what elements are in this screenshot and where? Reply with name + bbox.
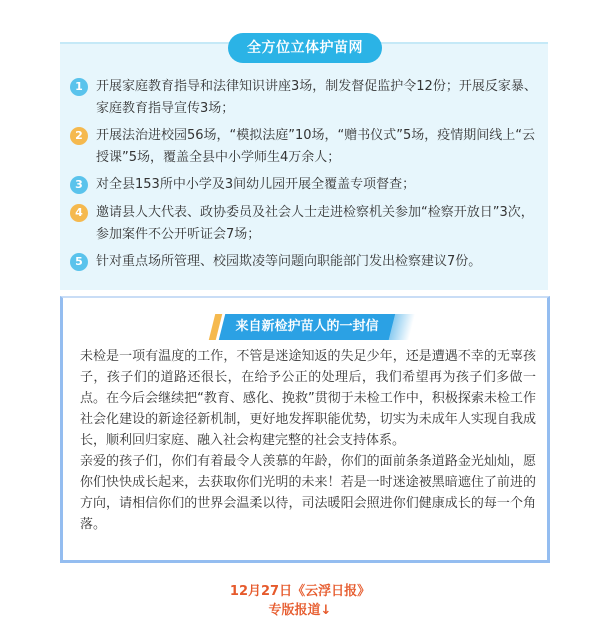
- list-item-text: 邀请县人大代表、政协委员及社会人士走进检察机关参加“检察开放日”3次，参加案件不公开听证会7场；: [96, 205, 534, 242]
- letter-body: [80, 346, 536, 535]
- letter-paragraph: 未检是一项有温度的工作，不管是迷途知返的失足少年，还是遭遇不幸的无辜孩子，孩子们的道路还很长，在给予公正的处理后，我们希望再为孩子们多做一点。在今后会继续把“教育、感化、挽救”贯彻于未检工作中，积极探索未检工作社会化建设的新途径新机制，更好地发挥职能优势，切实为未成年人实现自我成长，顺利回归家庭、融入社会构建完整的社会支持体系。: [80, 349, 536, 448]
- number-badge: 3: [70, 176, 88, 194]
- section-title-pill: 全方位立体护苗网: [228, 33, 382, 63]
- newspaper-date-line: 12月27日《云浮日报》: [229, 584, 371, 599]
- number-badge: 5: [70, 253, 88, 271]
- list-item-text: 开展法治进校园56场，“模拟法庭”10场，“赠书仪式”5场，疫情期间线上“云授课”5场，覆盖全县中小学师生4万余人；: [96, 128, 536, 165]
- number-badge: 2: [70, 127, 88, 145]
- list-item-text: 开展家庭教育指导和法律知识讲座3场，制发督促监护令12份；开展反家暴、家庭教育指导宣传3场；: [96, 79, 537, 116]
- number-badge: 4: [70, 204, 88, 222]
- letter-paragraph: 亲爱的孩子们，你们有着最令人羡慕的年龄，你们的面前条条道路金光灿灿，愿你们快快成长起来，去获取你们光明的未来！若是一时迷途被黑暗遮住了前进的方向，请相信你们的世界会温柔以待，司法暖阳会照进你们健康成长的每一个角落。: [80, 454, 536, 532]
- letter-title-banner: [222, 314, 392, 340]
- letter-title: 来自新检护苗人的一封信: [235, 319, 379, 334]
- newspaper-credit: [0, 582, 600, 620]
- list-item-text: 针对重点场所管理、校园欺凌等问题向职能部门发出检察建议7份。: [96, 254, 482, 269]
- report-link-line[interactable]: 专版报道↓: [268, 603, 332, 618]
- number-badge: 1: [70, 78, 88, 96]
- list-item-text: 对全县153所中小学及3间幼儿园开展全覆盖专项督查；: [96, 177, 416, 192]
